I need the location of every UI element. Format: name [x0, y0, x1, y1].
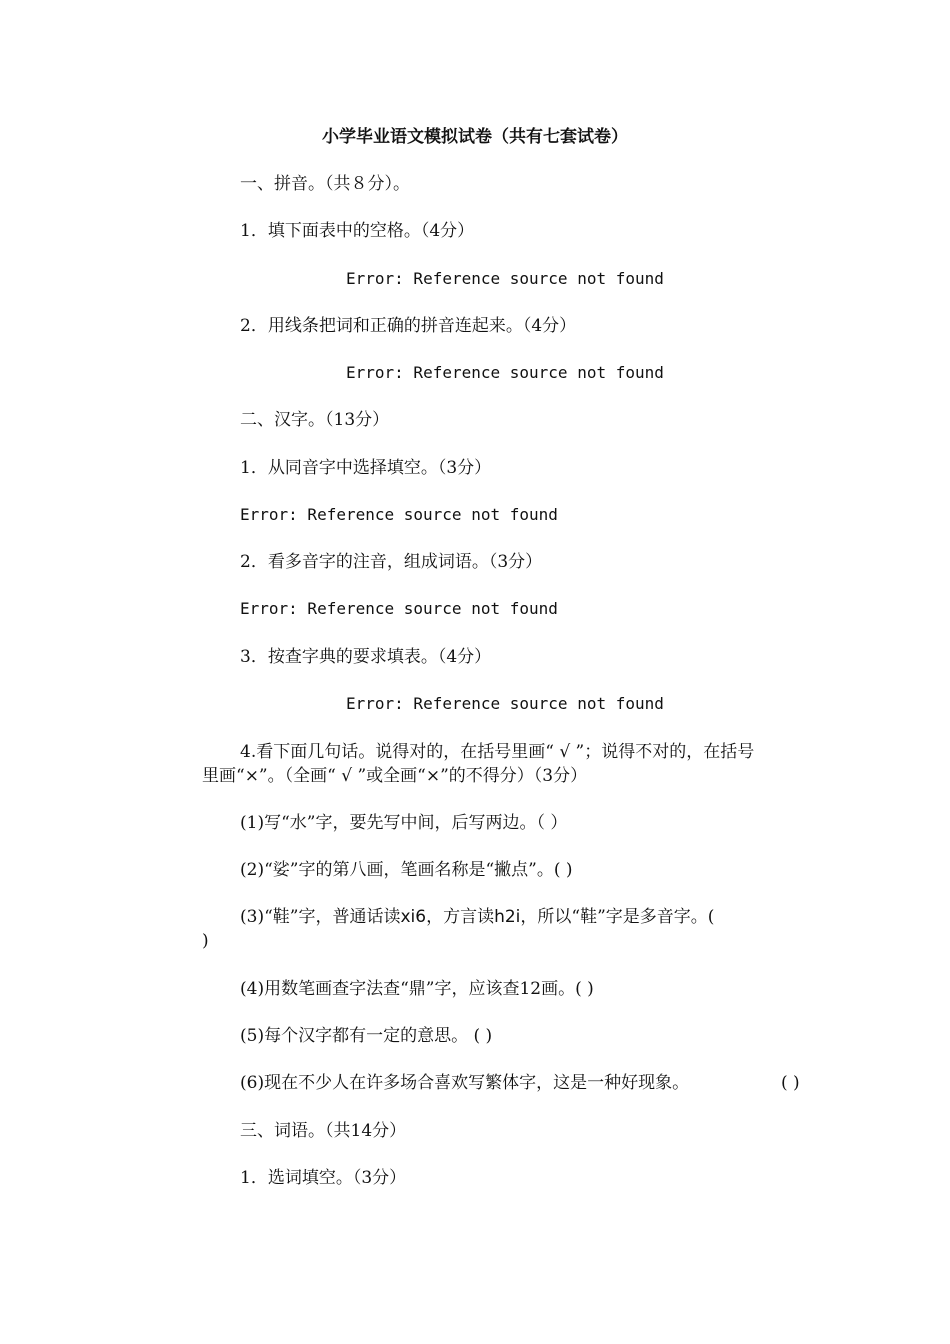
section-3-question-1: 1．选词填空。（3分） [240, 1168, 407, 1188]
section-1-question-2: 2．用线条把词和正确的拼音连起来。（4分） [240, 316, 577, 336]
section-2-question-1: 1．从同音字中选择填空。（3分） [240, 458, 492, 478]
section-2-question-4-line-2: 里画“×”。（全画“ √ ”或全画“×”的不得分）（3分） [202, 766, 588, 786]
section-2-heading: 二、汉字。（13分） [240, 410, 390, 430]
section-2-question-4-line-1: 4.看下面几句话。说得对的，在括号里画“ √ ”；说得不对的，在括号 [240, 742, 755, 762]
item-3-pinyin-1: xi6 [400, 907, 427, 927]
reference-error-text: Error: Reference source not found [240, 599, 558, 618]
reference-error-text: Error: Reference source not found [346, 363, 664, 382]
section-1-question-1: 1．填下面表中的空格。（4分） [240, 221, 475, 241]
item-3-text-d: ) [202, 931, 209, 951]
answer-parentheses: ( ) [781, 1073, 800, 1093]
reference-error-text: Error: Reference source not found [346, 269, 664, 288]
section-1-heading: 一、拼音。（共８分）。 [240, 174, 410, 194]
item-3-pinyin-2: h2i [494, 907, 521, 927]
true-false-item: (6)现在不少人在许多场合喜欢写繁体字，这是一种好现象。 [240, 1073, 690, 1093]
reference-error-text: Error: Reference source not found [240, 505, 558, 524]
true-false-item: (2)“娑”字的第八画，笔画名称是“撇点”。( ) [240, 860, 573, 880]
true-false-item: (4)用数笔画查字法查“鼎”字，应该查12画。( ) [240, 979, 594, 999]
page-title: 小学毕业语文模拟试卷（共有七套试卷） [322, 127, 628, 147]
section-2-question-2: 2．看多音字的注音，组成词语。（3分） [240, 552, 543, 572]
item-3-text-a: (3)“鞋”字，普通话读 [240, 907, 401, 927]
section-2-question-3: 3．按查字典的要求填表。（4分） [240, 647, 492, 667]
section-3-heading: 三、词语。（共14分） [240, 1121, 407, 1141]
true-false-item [240, 905, 714, 929]
reference-error-text: Error: Reference source not found [346, 694, 664, 713]
item-3-text-c: ，所以“鞋”字是多音字。( [520, 907, 715, 927]
item-3-text-b: ，方言读 [426, 907, 495, 927]
true-false-item: (1)写“水”字，要先写中间，后写两边。（ ） [240, 813, 568, 833]
true-false-item: (5)每个汉字都有一定的意思。 ( ) [240, 1026, 493, 1046]
